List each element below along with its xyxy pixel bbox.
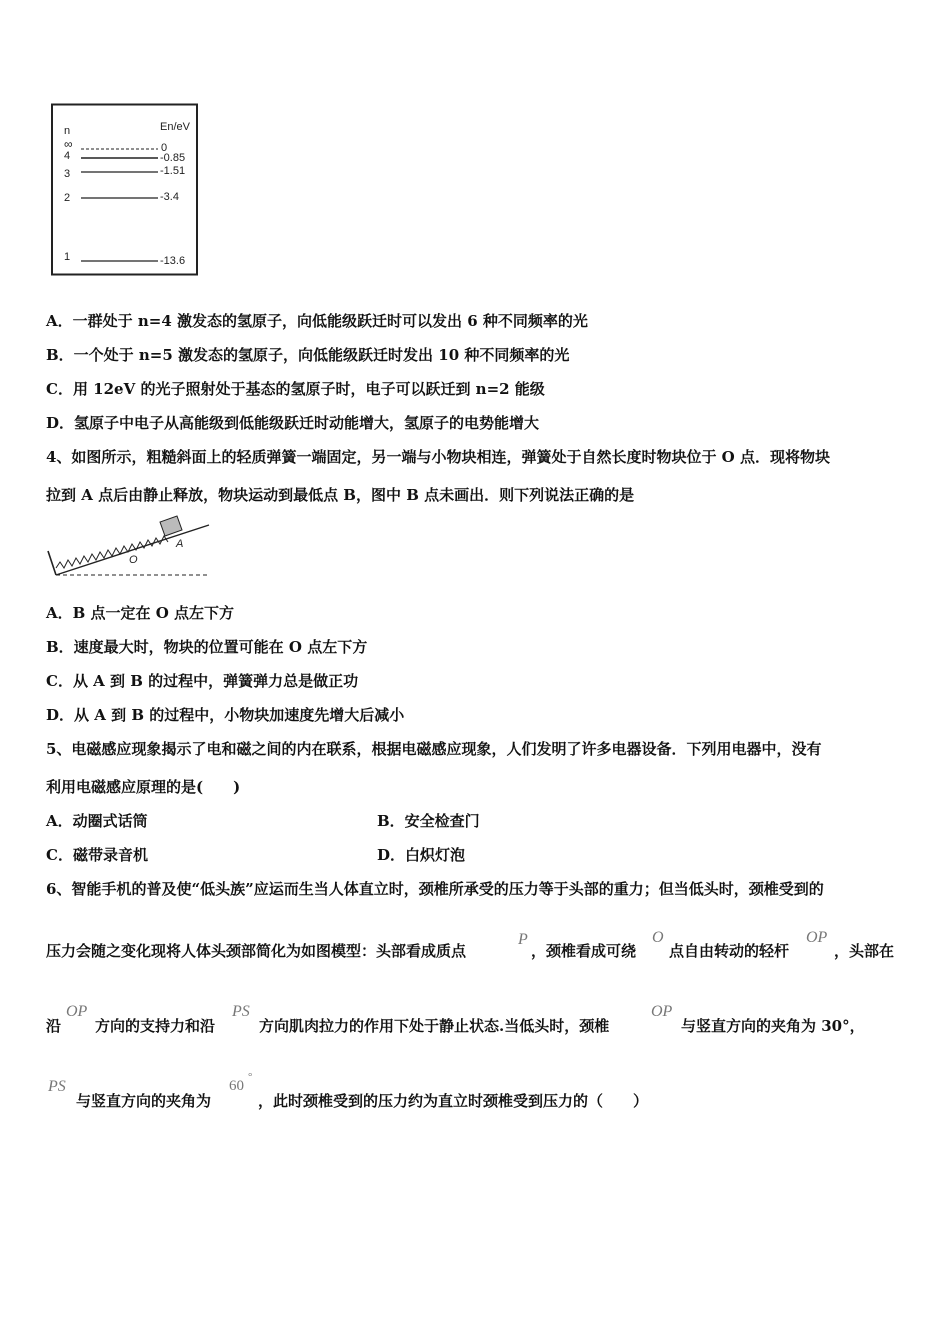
q6-line4-part2: ，此时颈椎受到的压力约为直立时颈椎受到压力的（ ） [258,1092,649,1110]
q6-line4-part1: 与竖直方向的夹角为 [76,1092,212,1110]
q5-option-a: A．动圈式话筒 [46,812,148,830]
level-e-4: -0.85 [160,152,186,164]
level-n-1: 1 [64,251,71,263]
symbol-ps-1: PS [232,1003,250,1020]
symbol-ps-2: PS [48,1078,66,1095]
q5-option-b: B．安全检查门 [377,812,480,830]
q4-option-c: C．从 A 到 B 的过程中，弹簧弹力总是做正功 [46,672,359,690]
level-e-inf: 0 [161,142,168,154]
q6-line3-part4: 与竖直方向的夹角为 30°， [681,1017,865,1035]
q3-option-a: A．一群处于 n=4 激发态的氢原子，向低能级跃迁时可以发出 6 种不同频率的光 [46,312,588,330]
incline-spring-figure [44,513,214,581]
q4-option-a: A．B 点一定在 O 点左下方 [46,604,235,622]
level-n-2: 2 [64,192,71,204]
q6-line2-part4: ，头部在 [834,942,895,960]
symbol-degree: ° [248,1071,253,1083]
block [160,516,182,536]
q3-option-b: B．一个处于 n=5 激发态的氢原子，向低能级跃迁时发出 10 种不同频率的光 [46,346,570,364]
level-e-2: -3.4 [160,191,179,203]
energy-level-diagram [50,103,200,277]
q5-stem-line1: 5、电磁感应现象揭示了电和磁之间的内在联系，根据电磁感应现象，人们发明了许多电器设备．下列用电器中，没有 [46,740,822,758]
fig-label-o: O [129,554,138,566]
symbol-op-2: OP [66,1003,88,1020]
wall [48,551,56,575]
q6-line3-part2: 方向的支持力和沿 [95,1017,216,1035]
q6-line3-part1: 沿 [46,1017,62,1035]
symbol-p: P [518,931,528,948]
q6-line2-part3: 点自由转动的轻杆 [669,942,790,960]
level-e-1: -13.6 [160,255,186,267]
q3-option-d: D．氢原子中电子从高能级到低能级跃迁时动能增大，氢原子的电势能增大 [46,414,540,432]
q3-option-c: C．用 12eV 的光子照射处于基态的氢原子时，电子可以跃迁到 n=2 能级 [46,380,545,398]
q4-stem-line2: 拉到 A 点后由静止释放，物块运动到最低点 B，图中 B 点未画出．则下列说法正确的是 [46,486,635,504]
q4-stem-line1: 4、如图所示，粗糙斜面上的轻质弹簧一端固定，另一端与小物块相连，弹簧处于自然长度时物块位于 O 点．现将物块 [46,448,830,466]
q5-option-d: D．白炽灯泡 [377,846,466,864]
incline-surface [56,525,209,575]
q6-line3-part3: 方向肌肉拉力的作用下处于静止状态.当低头时，颈椎 [259,1017,610,1035]
q4-option-b: B．速度最大时，物块的位置可能在 O 点左下方 [46,638,368,656]
level-n-inf: ∞ [64,137,73,151]
q5-option-c: C．磁带录音机 [46,846,148,864]
q6-stem-line1: 6、智能手机的普及使“低头族”应运而生当人体直立时，颈椎所承受的压力等于头部的重力；但当低头时，颈椎受到的 [46,880,824,898]
q5-stem-line2: 利用电磁感应原理的是( ) [46,778,241,796]
level-n-4: 4 [64,150,71,162]
symbol-op-1: OP [806,929,828,946]
level-e-3: -1.51 [160,165,186,177]
energy-axis-label: En/eV [160,121,190,133]
level-n-3: 3 [64,168,71,180]
spring [56,536,168,568]
symbol-o: O [652,929,664,946]
q4-option-d: D．从 A 到 B 的过程中，小物块加速度先增大后减小 [46,706,405,724]
fig-label-a: A [176,538,184,550]
symbol-60: 60 [229,1078,244,1094]
q6-line2-part2: ，颈椎看成可绕 [531,942,637,960]
symbol-op-3: OP [651,1003,673,1020]
n-axis-label: n [64,125,71,137]
q6-line2-part1: 压力会随之变化现将人体头颈部简化为如图模型：头部看成质点 [46,942,467,960]
